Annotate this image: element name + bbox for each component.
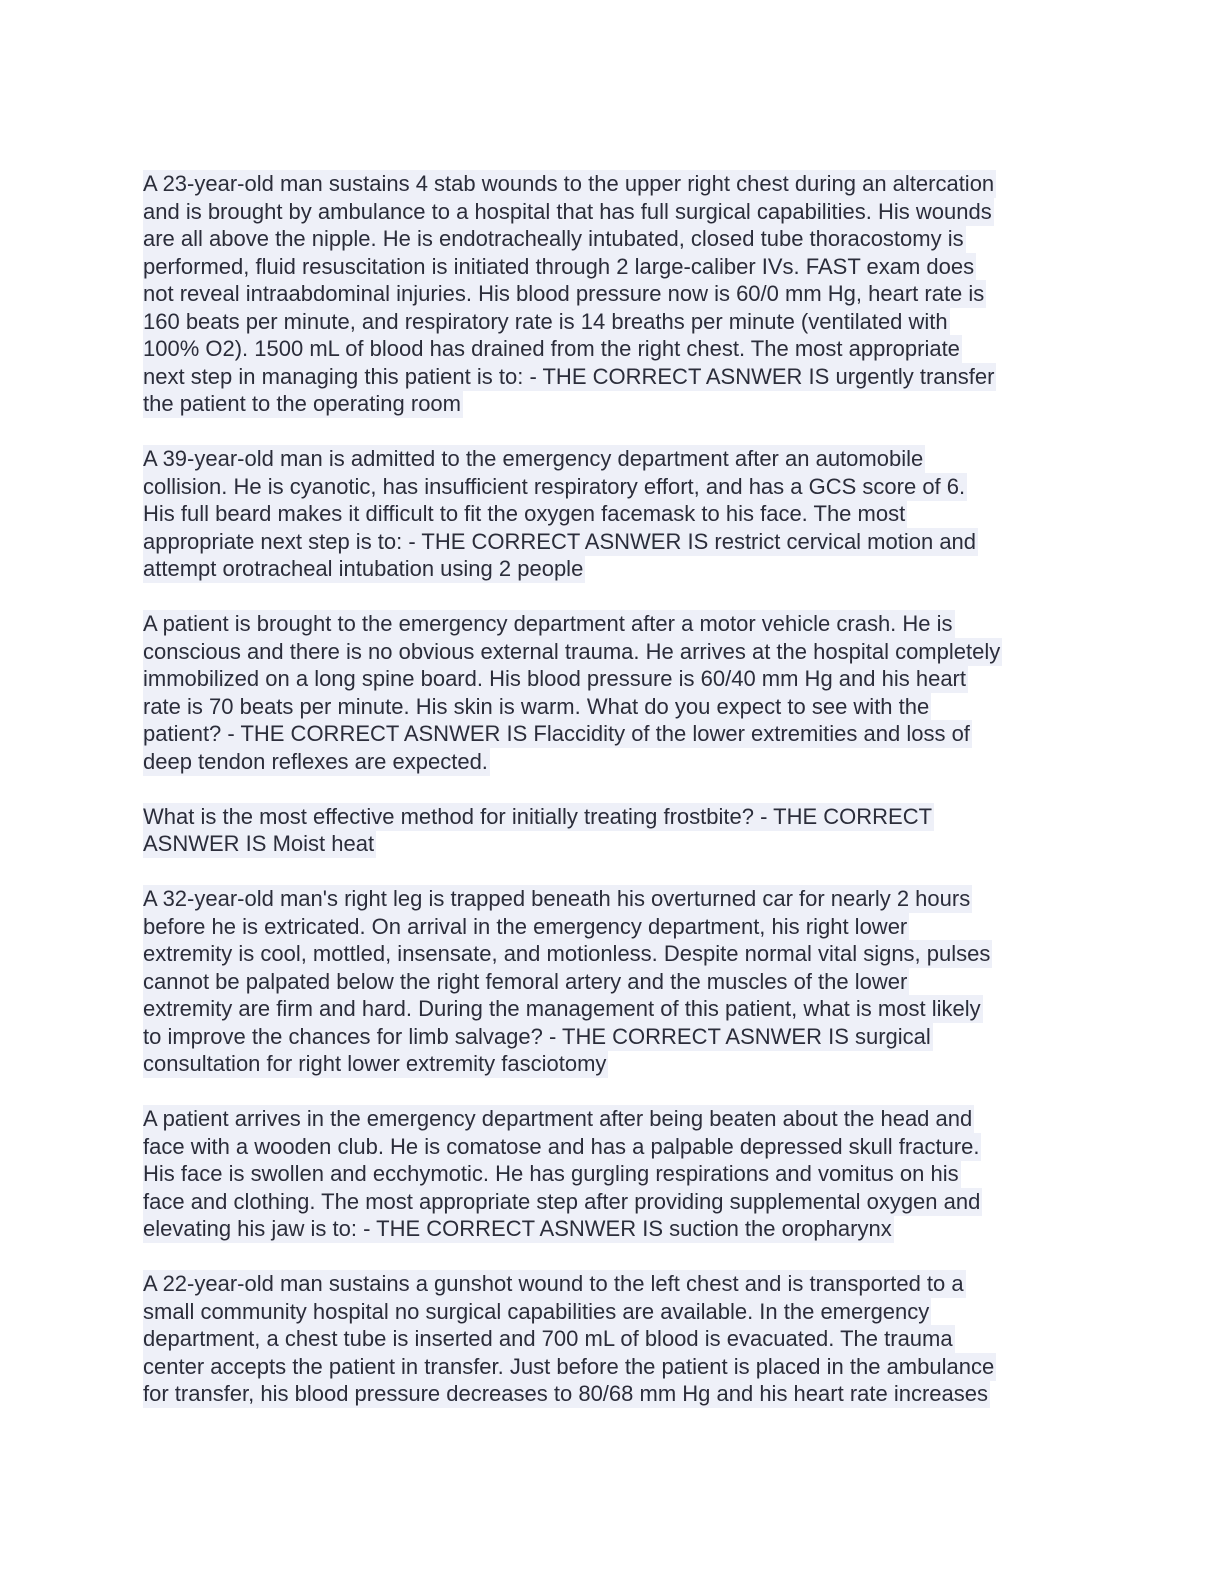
text-line: not reveal intraabdominal injuries. His blood pressure now is 60/0 mm Hg, heart rate is <box>143 281 985 306</box>
text-line: face with a wooden club. He is comatose and has a palpable depressed skull fracture. <box>143 1133 980 1159</box>
question-paragraph-5 <box>143 885 1083 1078</box>
text-line: appropriate next step is to: - THE CORRECT ASNWER IS restrict cervical motion and <box>143 528 977 554</box>
text-line: department, a chest tube is inserted and 700 mL of blood is evacuated. The trauma <box>143 1326 953 1351</box>
text-line: 100% O2). 1500 mL of blood has drained from the right chest. The most appropriate <box>143 336 960 361</box>
text-line: for transfer, his blood pressure decreases to 80/68 mm Hg and his heart rate increases <box>143 1381 988 1406</box>
text-line: collision. He is cyanotic, has insufficient respiratory effort, and has a GCS score of 6. <box>143 473 966 499</box>
text-line: A 39-year-old man is admitted to the emergency department after an automobile <box>143 446 924 471</box>
text-line: next step in managing this patient is to: - THE CORRECT ASNWER IS urgently transfer <box>143 363 995 389</box>
text-line: are all above the nipple. He is endotracheally intubated, closed tube thoracostomy is <box>143 226 964 251</box>
text-line: performed, fluid resuscitation is initiated through 2 large-caliber IVs. FAST exam does <box>143 253 975 279</box>
text-line: 160 beats per minute, and respiratory rate is 14 breaths per minute (ventilated with <box>143 308 948 334</box>
question-paragraph-6 <box>143 1105 1083 1243</box>
question-paragraph-7 <box>143 1270 1083 1408</box>
text-line: A 23-year-old man sustains 4 stab wounds to the upper right chest during an altercation <box>143 171 995 196</box>
text-line: consultation for right lower extremity fasciotomy <box>143 1051 607 1076</box>
text-line: rate is 70 beats per minute. His skin is warm. What do you expect to see with the <box>143 693 930 719</box>
question-paragraph-4 <box>143 803 1083 858</box>
text-line: before he is extricated. On arrival in the emergency department, his right lower <box>143 913 908 939</box>
text-line: face and clothing. The most appropriate step after providing supplemental oxygen and <box>143 1188 981 1214</box>
question-paragraph-1 <box>143 170 1083 418</box>
text-line: small community hospital no surgical capabilities are available. In the emergency <box>143 1298 930 1324</box>
document-body <box>143 170 1083 1435</box>
text-line: cannot be palpated below the right femoral artery and the muscles of the lower <box>143 968 908 994</box>
text-line: What is the most effective method for initially treating frostbite? - THE CORRECT <box>143 803 933 829</box>
text-line: to improve the chances for limb salvage? - THE CORRECT ASNWER IS surgical <box>143 1023 931 1049</box>
text-line: attempt orotracheal intubation using 2 people <box>143 556 584 581</box>
text-line: A 32-year-old man's right leg is trapped beneath his overturned car for nearly 2 hours <box>143 886 971 911</box>
text-line: extremity are firm and hard. During the management of this patient, what is most likely <box>143 996 981 1021</box>
question-paragraph-2 <box>143 445 1083 583</box>
text-line: A 22-year-old man sustains a gunshot wound to the left chest and is transported to a <box>143 1271 964 1296</box>
text-line: His face is swollen and ecchymotic. He has gurgling respirations and vomitus on his <box>143 1161 959 1186</box>
text-line: and is brought by ambulance to a hospital that has full surgical capabilities. His wounds <box>143 198 992 224</box>
text-line: His full beard makes it difficult to fit the oxygen facemask to his face. The most <box>143 501 906 526</box>
text-line: A patient arrives in the emergency department after being beaten about the head and <box>143 1106 973 1131</box>
text-line: extremity is cool, mottled, insensate, and motionless. Despite normal vital signs, pulses <box>143 941 991 966</box>
question-paragraph-3 <box>143 610 1083 775</box>
text-line: the patient to the operating room <box>143 391 461 416</box>
text-line: ASNWER IS Moist heat <box>143 831 375 856</box>
text-line: conscious and there is no obvious external trauma. He arrives at the hospital completely <box>143 638 1001 664</box>
text-line: center accepts the patient in transfer. Just before the patient is placed in the ambulance <box>143 1353 995 1379</box>
text-line: patient? - THE CORRECT ASNWER IS Flaccidity of the lower extremities and loss of <box>143 721 970 746</box>
text-line: deep tendon reflexes are expected. <box>143 748 488 774</box>
text-line: A patient is brought to the emergency department after a motor vehicle crash. He is <box>143 611 953 636</box>
text-line: elevating his jaw is to: - THE CORRECT ASNWER IS suction the oropharynx <box>143 1216 892 1241</box>
text-line: immobilized on a long spine board. His blood pressure is 60/40 mm Hg and his heart <box>143 666 966 691</box>
